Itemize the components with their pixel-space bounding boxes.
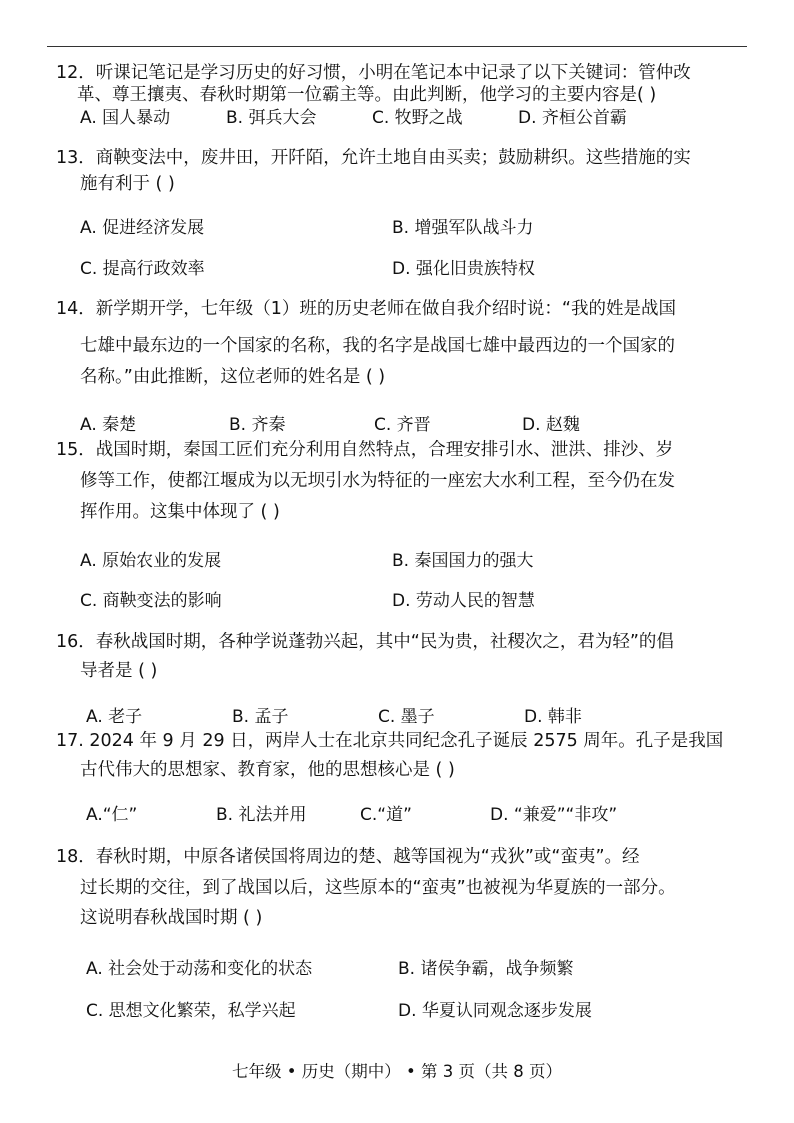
option-a[interactable]: A. 秦楚 bbox=[80, 415, 137, 435]
option-d[interactable]: D. 劳动人民的智慧 bbox=[392, 591, 535, 611]
question-text-line: 施有利于 ( ) bbox=[80, 174, 175, 194]
option-b[interactable]: B. 齐秦 bbox=[229, 415, 286, 435]
question-text-line: 导者是 ( ) bbox=[80, 661, 158, 681]
option-a[interactable]: A. 国人暴动 bbox=[80, 108, 171, 128]
option-c[interactable]: C. 墨子 bbox=[378, 707, 435, 727]
option-a[interactable]: A.“仁” bbox=[86, 805, 138, 825]
option-b[interactable]: B. 秦国国力的强大 bbox=[392, 551, 534, 571]
question-text-line: 14．新学期开学，七年级（1）班的历史老师在做自我介绍时说：“我的姓是战国 bbox=[56, 299, 676, 319]
question-text-line: 挥作用。这集中体现了 ( ) bbox=[80, 502, 280, 522]
option-c[interactable]: C. 商鞅变法的影响 bbox=[80, 591, 222, 611]
question-text-line: 12．听课记笔记是学习历史的好习惯，小明在笔记本中记录了以下关键词：管仲改 bbox=[56, 63, 691, 83]
question-text-line: 13．商鞅变法中，废井田，开阡陌，允许土地自由买卖；鼓励耕织。这些措施的实 bbox=[56, 148, 691, 168]
question-text-line: 七雄中最东边的一个国家的名称，我的名字是战国七雄中最西边的一个国家的 bbox=[80, 336, 675, 356]
question-text-line: 修等工作，使都江堰成为以无坝引水为特征的一座宏大水利工程，至今仍在发 bbox=[80, 471, 675, 491]
option-d[interactable]: D. 强化旧贵族特权 bbox=[392, 259, 535, 279]
question-text-line: 这说明春秋战国时期 ( ) bbox=[80, 908, 263, 928]
option-d[interactable]: D. 华夏认同观念逐步发展 bbox=[398, 1001, 592, 1021]
option-c[interactable]: C. 思想文化繁荣，私学兴起 bbox=[86, 1001, 296, 1021]
option-b[interactable]: B. 孟子 bbox=[232, 707, 289, 727]
option-c[interactable]: C. 齐晋 bbox=[374, 415, 431, 435]
option-a[interactable]: A. 原始农业的发展 bbox=[80, 551, 222, 571]
option-b[interactable]: B. 礼法并用 bbox=[216, 805, 307, 825]
option-d[interactable]: D. 韩非 bbox=[524, 707, 582, 727]
question-text-line: 过长期的交往，到了战国以后，这些原本的“蛮夷”也被视为华夏族的一部分。 bbox=[80, 878, 676, 898]
question-text-line: 16．春秋战国时期，各种学说蓬勃兴起，其中“民为贵，社稷次之，君为轻”的倡 bbox=[56, 632, 674, 652]
question-text-line: 17. 2024 年 9 月 29 日，两岸人士在北京共同纪念孔子诞辰 2575 周年。孔子是我国 bbox=[56, 731, 724, 751]
option-c[interactable]: C. 牧野之战 bbox=[372, 108, 463, 128]
top-rule bbox=[47, 46, 747, 47]
option-d[interactable]: D. 齐桓公首霸 bbox=[518, 108, 627, 128]
question-text-line: 15．战国时期，秦国工匠们充分利用自然特点，合理安排引水、泄洪、排沙、岁 bbox=[56, 440, 674, 460]
option-d[interactable]: D. “兼爱”“非攻” bbox=[490, 805, 618, 825]
option-a[interactable]: A. 促进经济发展 bbox=[80, 218, 205, 238]
option-b[interactable]: B. 弭兵大会 bbox=[226, 108, 317, 128]
option-b[interactable]: B. 增强军队战斗力 bbox=[392, 218, 534, 238]
option-c[interactable]: C. 提高行政效率 bbox=[80, 259, 205, 279]
question-text-line: 古代伟大的思想家、教育家，他的思想核心是 ( ) bbox=[80, 760, 455, 780]
option-c[interactable]: C.“道” bbox=[360, 805, 412, 825]
question-text-line: 革、尊王攘夷、春秋时期第一位霸主等。由此判断，他学习的主要内容是( ) bbox=[77, 85, 657, 105]
option-a[interactable]: A. 社会处于动荡和变化的状态 bbox=[86, 959, 313, 979]
question-text-line: 名称。”由此推断，这位老师的姓名是 ( ) bbox=[80, 367, 386, 387]
question-text-line: 18．春秋时期，中原各诸侯国将周边的楚、越等国视为“戎狄”或“蛮夷”。经 bbox=[56, 847, 640, 867]
option-a[interactable]: A. 老子 bbox=[86, 707, 143, 727]
option-d[interactable]: D. 赵魏 bbox=[522, 415, 580, 435]
option-b[interactable]: B. 诸侯争霸，战争频繁 bbox=[398, 959, 574, 979]
page-footer: 七年级 • 历史（期中） • 第 3 页（共 8 页） bbox=[232, 1062, 562, 1081]
